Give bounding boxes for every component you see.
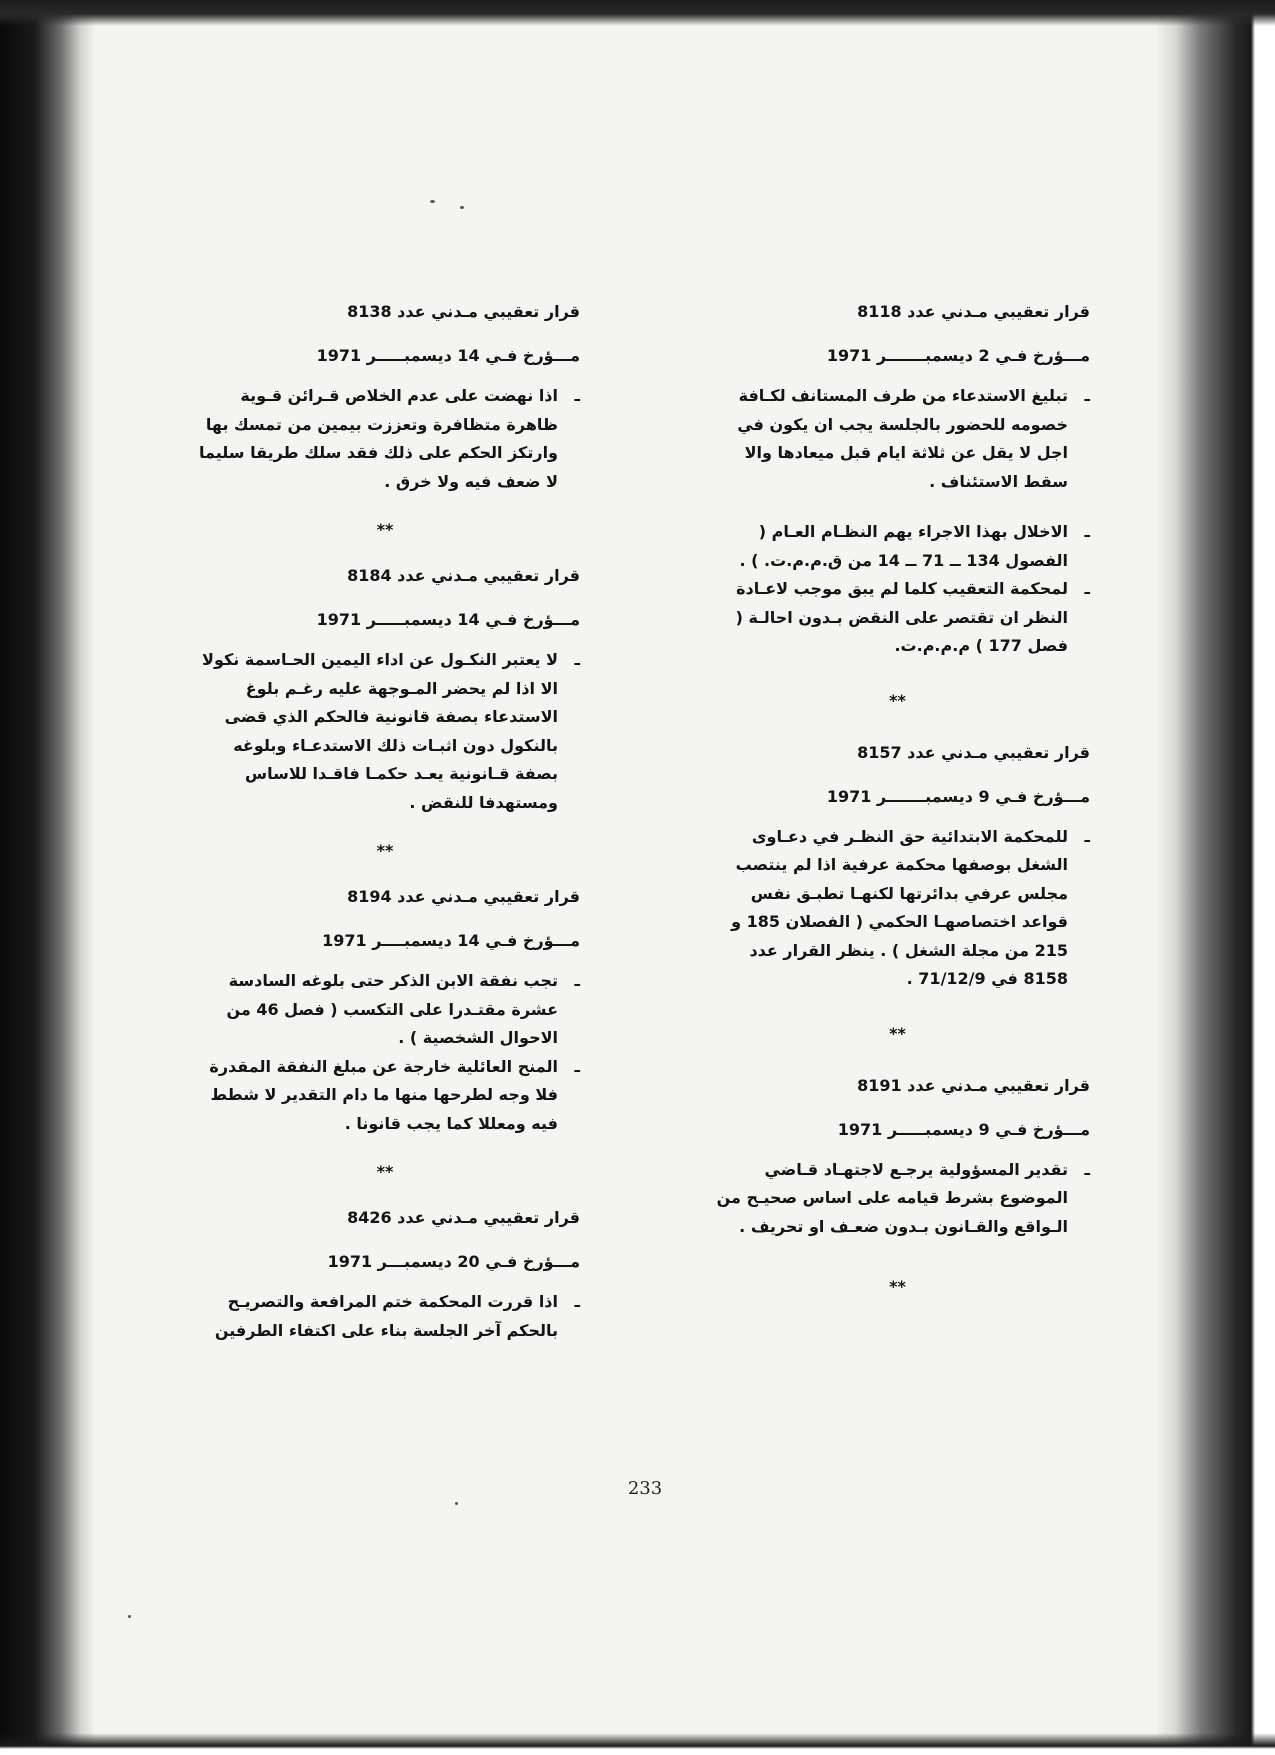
ruling-date: مـــؤرخ فـي 9 ديسمبـــــــر 1971 xyxy=(826,786,1090,806)
ruling-entry xyxy=(705,741,1090,1046)
section-separator-stars: ** xyxy=(889,1023,906,1043)
section-separator-stars: ** xyxy=(889,1277,906,1296)
scan-shadow-top xyxy=(0,0,1275,26)
ruling-point xyxy=(705,382,1090,496)
ruling-heading: قرار تعقيبي مـدني عدد 8157 xyxy=(857,742,1090,762)
ruling-summary xyxy=(190,382,580,496)
ruling-summary xyxy=(190,646,580,817)
scan-shadow-bottom xyxy=(0,1733,1275,1755)
bullet-dash: ـ xyxy=(574,1056,580,1076)
right-column xyxy=(705,300,1090,1299)
scan-shadow-right xyxy=(1155,0,1275,1755)
bullet-dash: ـ xyxy=(574,1292,580,1311)
ruling-date: مـــؤرخ فـي 2 ديسمبـــــــر 1971 xyxy=(826,346,1090,365)
ruling-point xyxy=(190,1288,580,1345)
ruling-heading: قرار تعقيبي مـدني عدد 8194 xyxy=(347,887,580,906)
page-number: 233 xyxy=(627,1478,663,1499)
ruling-entry xyxy=(190,885,580,1184)
ruling-heading: قرار تعقيبي مـدني عدد 8184 xyxy=(347,566,580,585)
ruling-point-text: اذا نهضت على عدم الخلاص قـرائن قـوية ظاهرة متظافرة وتعززت بيمين من تمسك بها وارتكز الحكم على ذلك فقد سلك طريقا سليما لا ضعف فيه ولا خرق . xyxy=(198,386,558,491)
ruling-date: مـــؤرخ فـي 14 ديسمبـــــر 1971 xyxy=(316,346,580,365)
section-separator-stars: ** xyxy=(376,841,394,860)
ruling-point xyxy=(190,1053,580,1139)
ruling-point xyxy=(705,518,1090,575)
scan-speck xyxy=(460,206,464,209)
ruling-point xyxy=(705,575,1090,661)
ruling-heading: قرار تعقيبي مـدني عدد 8118 xyxy=(857,302,1090,321)
bullet-dash: ـ xyxy=(1084,1159,1090,1179)
ruling-point-text: اذا قررت المحكمة ختم المرافعة والتصريـح بالحكم آخر الجلسة بناء على اكتفاء الطرفين xyxy=(214,1292,558,1340)
scan-speck xyxy=(430,200,435,203)
bullet-dash: ـ xyxy=(1084,522,1090,541)
ruling-point-text: لا يعتبر النكـول عن اداء اليمين الحـاسمة نكولا الا اذا لم يحضر المـوجهة عليه رغـم بلوغ الاستدعاء بصفة قانونية فالحكم الذي قضى بالنكول دون اثبـات ذلك الاستدعـاء وبلوغه بصفة قـانونية يعـد حكمـا فاقـدا للاساس ومستهدفا للنقض . xyxy=(202,650,558,812)
ruling-point xyxy=(705,1156,1090,1242)
ruling-summary xyxy=(190,1288,580,1345)
ruling-point-text: للمحكمة الابتدائية حق النظـر في دعـاوى الشغل بوصفها محكمة عرفية اذا لم ينتصب مجلس عرفي بدائرتها لكنهـا تطبـق نفس قواعد اختصاصهـا الحكمي ( الفصلان 185 و 215 من مجلة الشغل ) . ينظر القرار عدد 8158 في 71/12/9 . xyxy=(731,826,1068,988)
bullet-dash: ـ xyxy=(574,971,580,990)
left-column xyxy=(190,300,580,1345)
scan-speck xyxy=(128,1615,131,1618)
ruling-entry xyxy=(190,1206,580,1345)
bullet-dash: ـ xyxy=(1084,386,1090,405)
ruling-entry xyxy=(705,300,1090,713)
ruling-date: مـــؤرخ فـي 9 ديسمبـــــر 1971 xyxy=(837,1119,1090,1139)
section-separator-stars: ** xyxy=(889,690,906,710)
ruling-heading: قرار تعقيبي مـدني عدد 8426 xyxy=(347,1208,580,1227)
ruling-date: مـــؤرخ فـي 14 ديسمبــــر 1971 xyxy=(322,931,580,950)
ruling-point-text: تقدير المسؤولية يرجـع لاجتهـاد قـاضي الموضوع بشرط قيامه على اساس صحيـح من الـواقع والقـانون بـدون ضعـف او تحريف . xyxy=(716,1159,1068,1236)
ruling-point-text: تبليغ الاستدعاء من طرف المستانف لكـافة خصومه للحضور بالجلسة يجب ان يكون في اجل لا يقل عن ثلاثة ايام قبل ميعادها والا سقط الاستئناف . xyxy=(737,386,1068,491)
ruling-summary xyxy=(705,823,1090,994)
ruling-entry xyxy=(190,300,580,542)
ruling-heading: قرار تعقيبي مـدني عدد 8138 xyxy=(347,302,580,321)
bullet-dash: ـ xyxy=(1084,826,1090,846)
bullet-dash: ـ xyxy=(574,650,580,669)
ruling-point xyxy=(190,382,580,496)
section-separator-stars: ** xyxy=(376,520,394,539)
ruling-heading: قرار تعقيبي مـدني عدد 8191 xyxy=(857,1075,1090,1095)
ruling-summary xyxy=(705,1156,1090,1242)
ruling-point-text: لمحكمة التعقيب كلما لم يبق موجب لاعـادة النظر ان تقتصر على النقض بـدون احالـة ( فصل 177 ) م.م.م.ت. xyxy=(735,579,1068,655)
ruling-summary xyxy=(190,967,580,1138)
ruling-point-text: الاخلال بهذا الاجراء يهم النظـام العـام ( الفصول 134 ــ 71 ــ 14 من ق.م.م.ت. ) . xyxy=(739,522,1068,570)
ruling-summary xyxy=(705,382,1090,661)
ruling-point xyxy=(190,646,580,817)
section-separator-stars: ** xyxy=(376,1162,394,1181)
ruling-date: مـــؤرخ فـي 14 ديسمبـــــر 1971 xyxy=(316,610,580,629)
ruling-point xyxy=(705,823,1090,994)
ruling-entry xyxy=(190,564,580,863)
ruling-point-text: تجب نفقة الابن الذكر حتى بلوغه السادسة عشرة مقتـدرا على التكسب ( فصل 46 من الاحوال الشخصية ) . xyxy=(226,971,558,1047)
ruling-date: مـــؤرخ فـي 20 ديسمبـــر 1971 xyxy=(327,1252,580,1271)
scan-shadow-left xyxy=(0,0,95,1755)
ruling-point xyxy=(190,967,580,1053)
ruling-entry xyxy=(705,1074,1090,1300)
ruling-point-text: المنح العائلية خارجة عن مبلغ النفقة المقدرة فلا وجه لطرحها منها ما دام التقدير لا شطط فيه ومعللا كما يجب قانونا . xyxy=(209,1056,558,1133)
bullet-dash: ـ xyxy=(1084,579,1090,598)
bullet-dash: ـ xyxy=(574,386,580,405)
scan-speck xyxy=(455,1502,458,1505)
